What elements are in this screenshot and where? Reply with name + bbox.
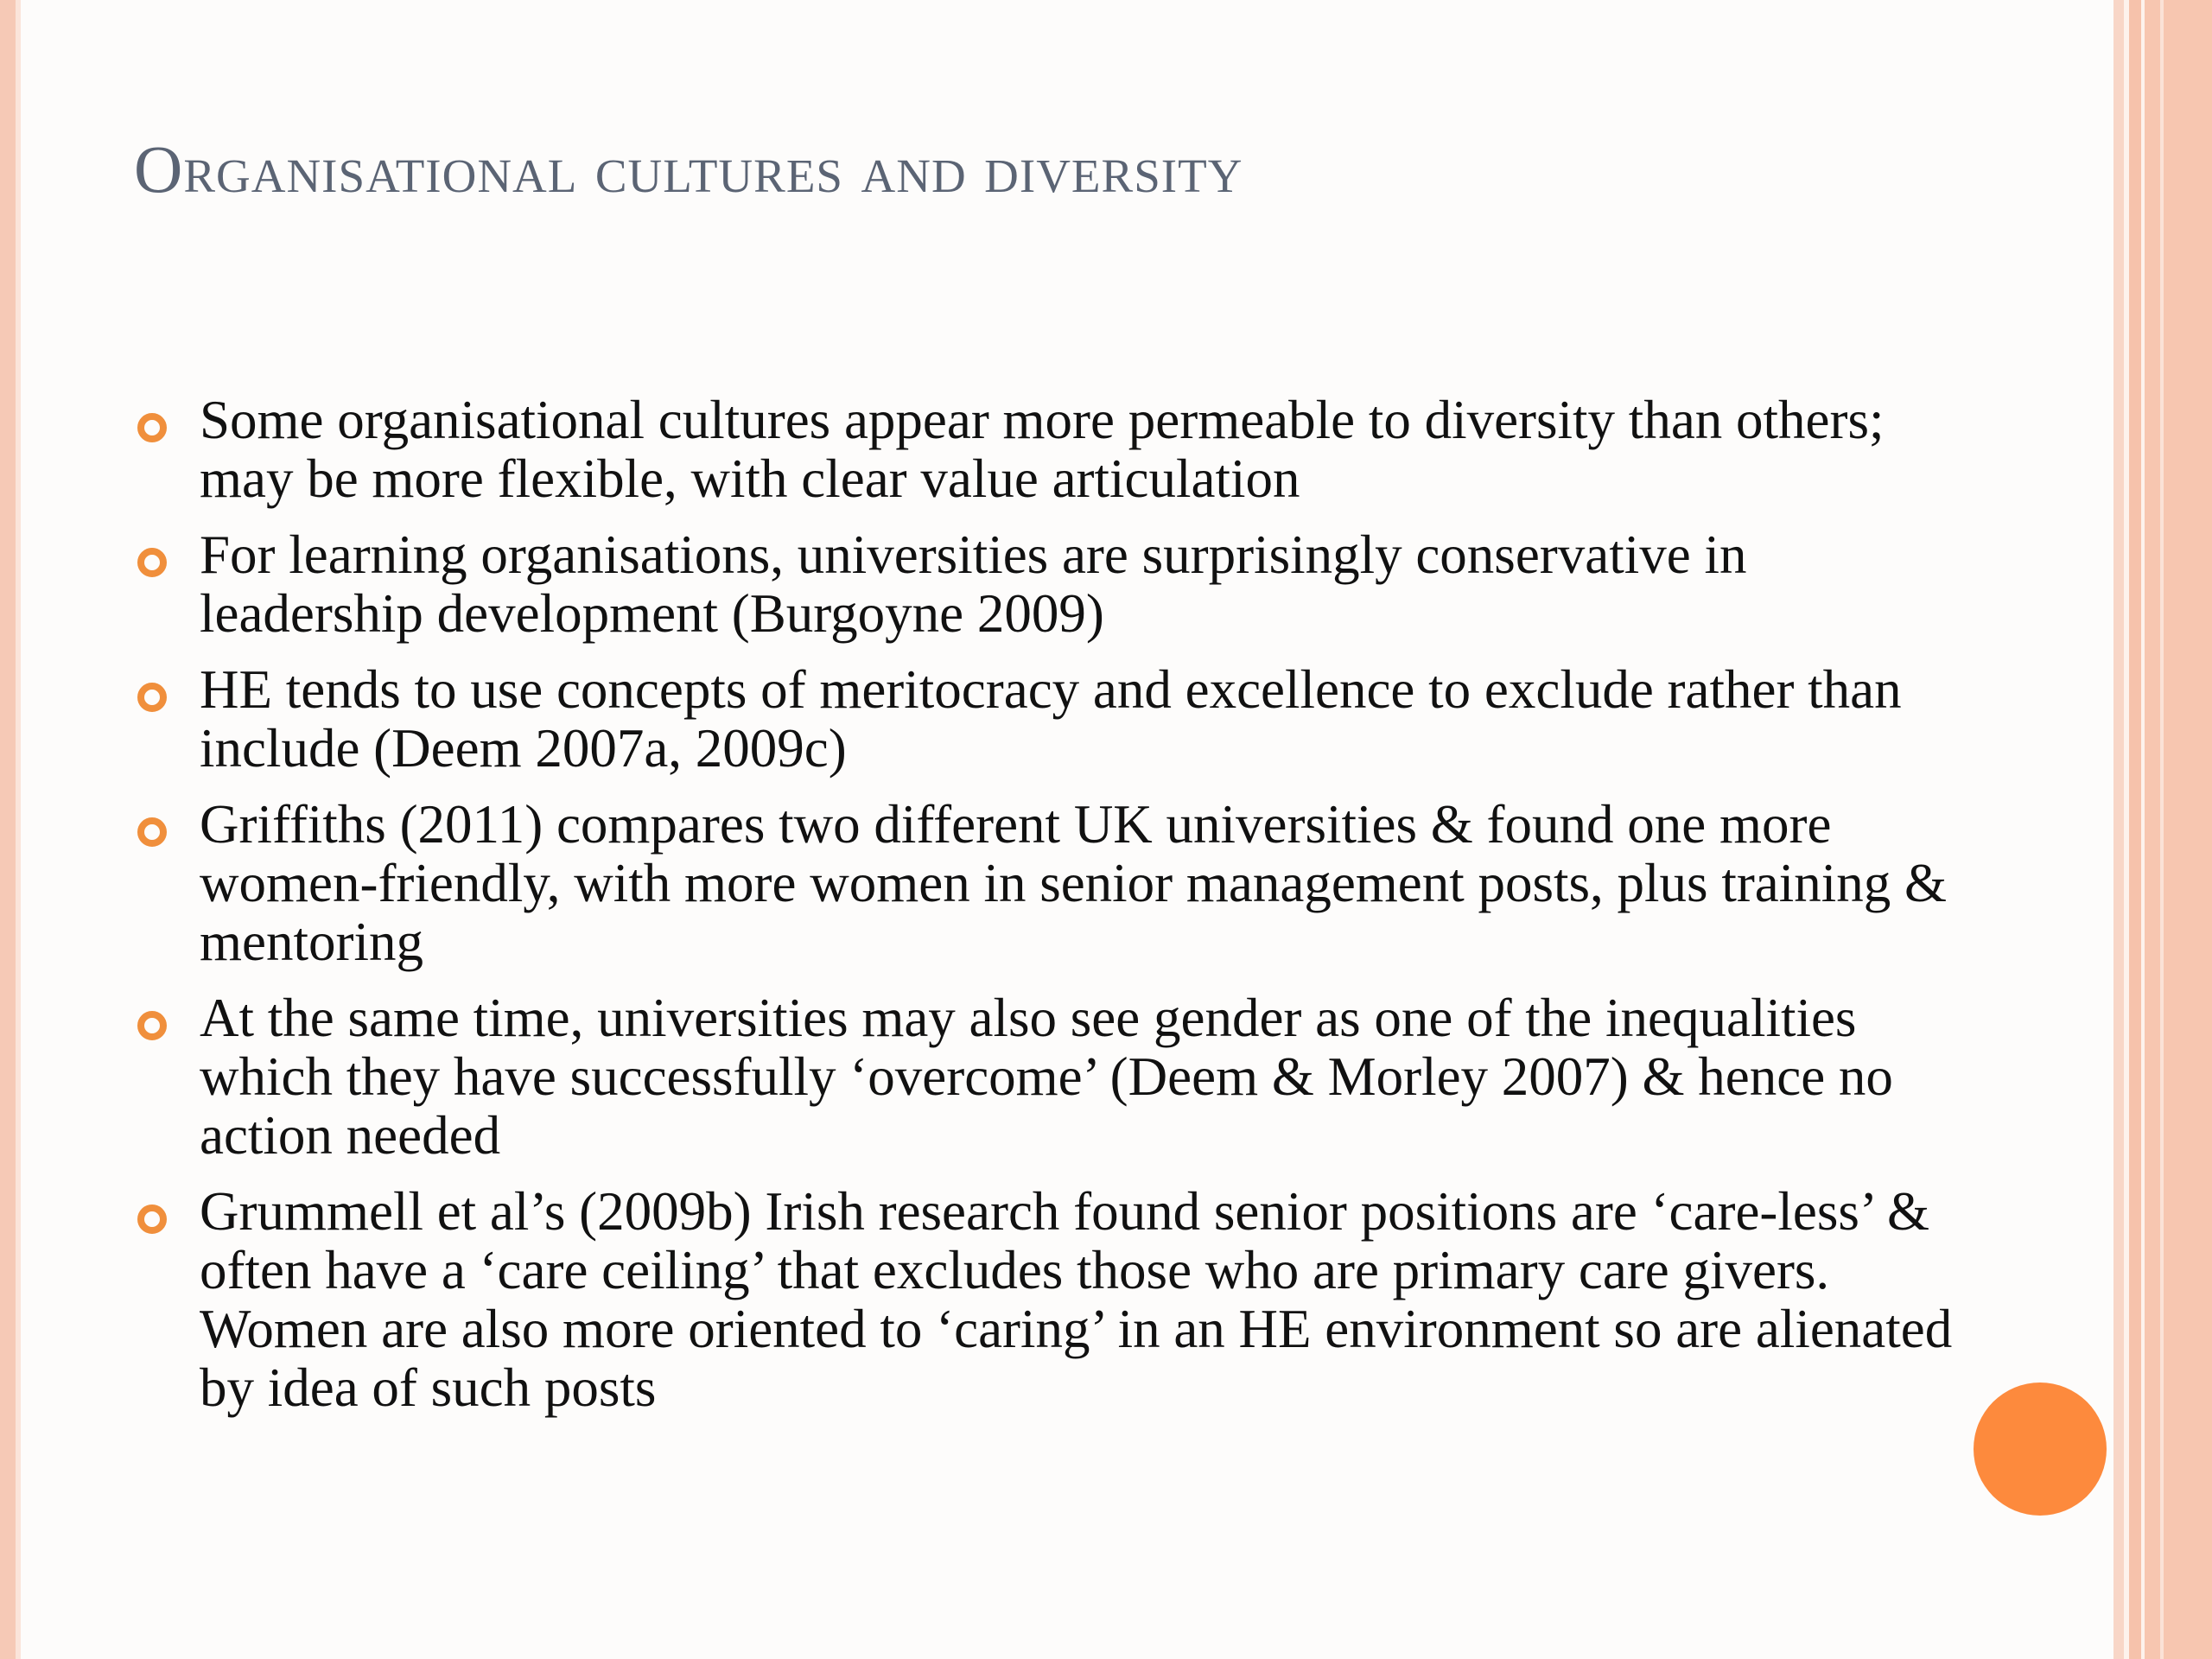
bullet-ring-icon (137, 1205, 167, 1234)
bullet-item (134, 391, 1966, 508)
bullet-ring-icon (137, 548, 167, 577)
bullet-list (134, 391, 1966, 1434)
bullet-text: At the same time, universities may also see gender as one of the inequalities which they have successfully ‘overcome’ (Deem & Morley 2007) & hence no action needed (200, 988, 1893, 1166)
bullet-text: For learning organisations, universities are surprisingly conservative in leadership development (Burgoyne 2009) (200, 524, 1747, 644)
bullet-item (134, 988, 1966, 1165)
bullet-item (134, 525, 1966, 643)
left-decorative-stripe-thin (16, 0, 21, 1659)
bullet-item (134, 660, 1966, 778)
right-decorative-stripe (2113, 0, 2124, 1659)
right-decorative-stripe (2160, 0, 2164, 1659)
bullet-ring-icon (137, 1011, 167, 1040)
bullet-ring-icon (137, 683, 167, 712)
bullet-text: HE tends to use concepts of meritocracy and excellence to exclude rather than include (Deem 2007a, 2009c) (200, 659, 1902, 779)
bullet-ring-icon (137, 817, 167, 847)
right-decorative-stripe (2145, 0, 2212, 1659)
bullet-text: Griffiths (2011) compares two different UK universities & found one more women-friendly, with more women in senior management posts, plus training & mentoring (200, 794, 1948, 972)
bullet-text: Some organisational cultures appear more permeable to diversity than others; may be more flexible, with clear value articulation (200, 390, 1885, 509)
bullet-item (134, 1182, 1966, 1417)
bullet-text: Grummell et al’s (2009b) Irish research found senior positions are ‘care-less’ & often have a ‘care ceiling’ that excludes those who are primary care givers. Women are also more oriented to ‘caring’ in an HE environment so are alienated by idea of such posts (200, 1181, 1953, 1418)
bullet-ring-icon (137, 413, 167, 442)
slide-title: Organisational cultures and diversity (134, 131, 1243, 207)
orange-circle-decoration (1974, 1382, 2107, 1516)
left-decorative-stripe (0, 0, 16, 1659)
right-decorative-stripe (2129, 0, 2141, 1659)
bullet-item (134, 795, 1966, 971)
